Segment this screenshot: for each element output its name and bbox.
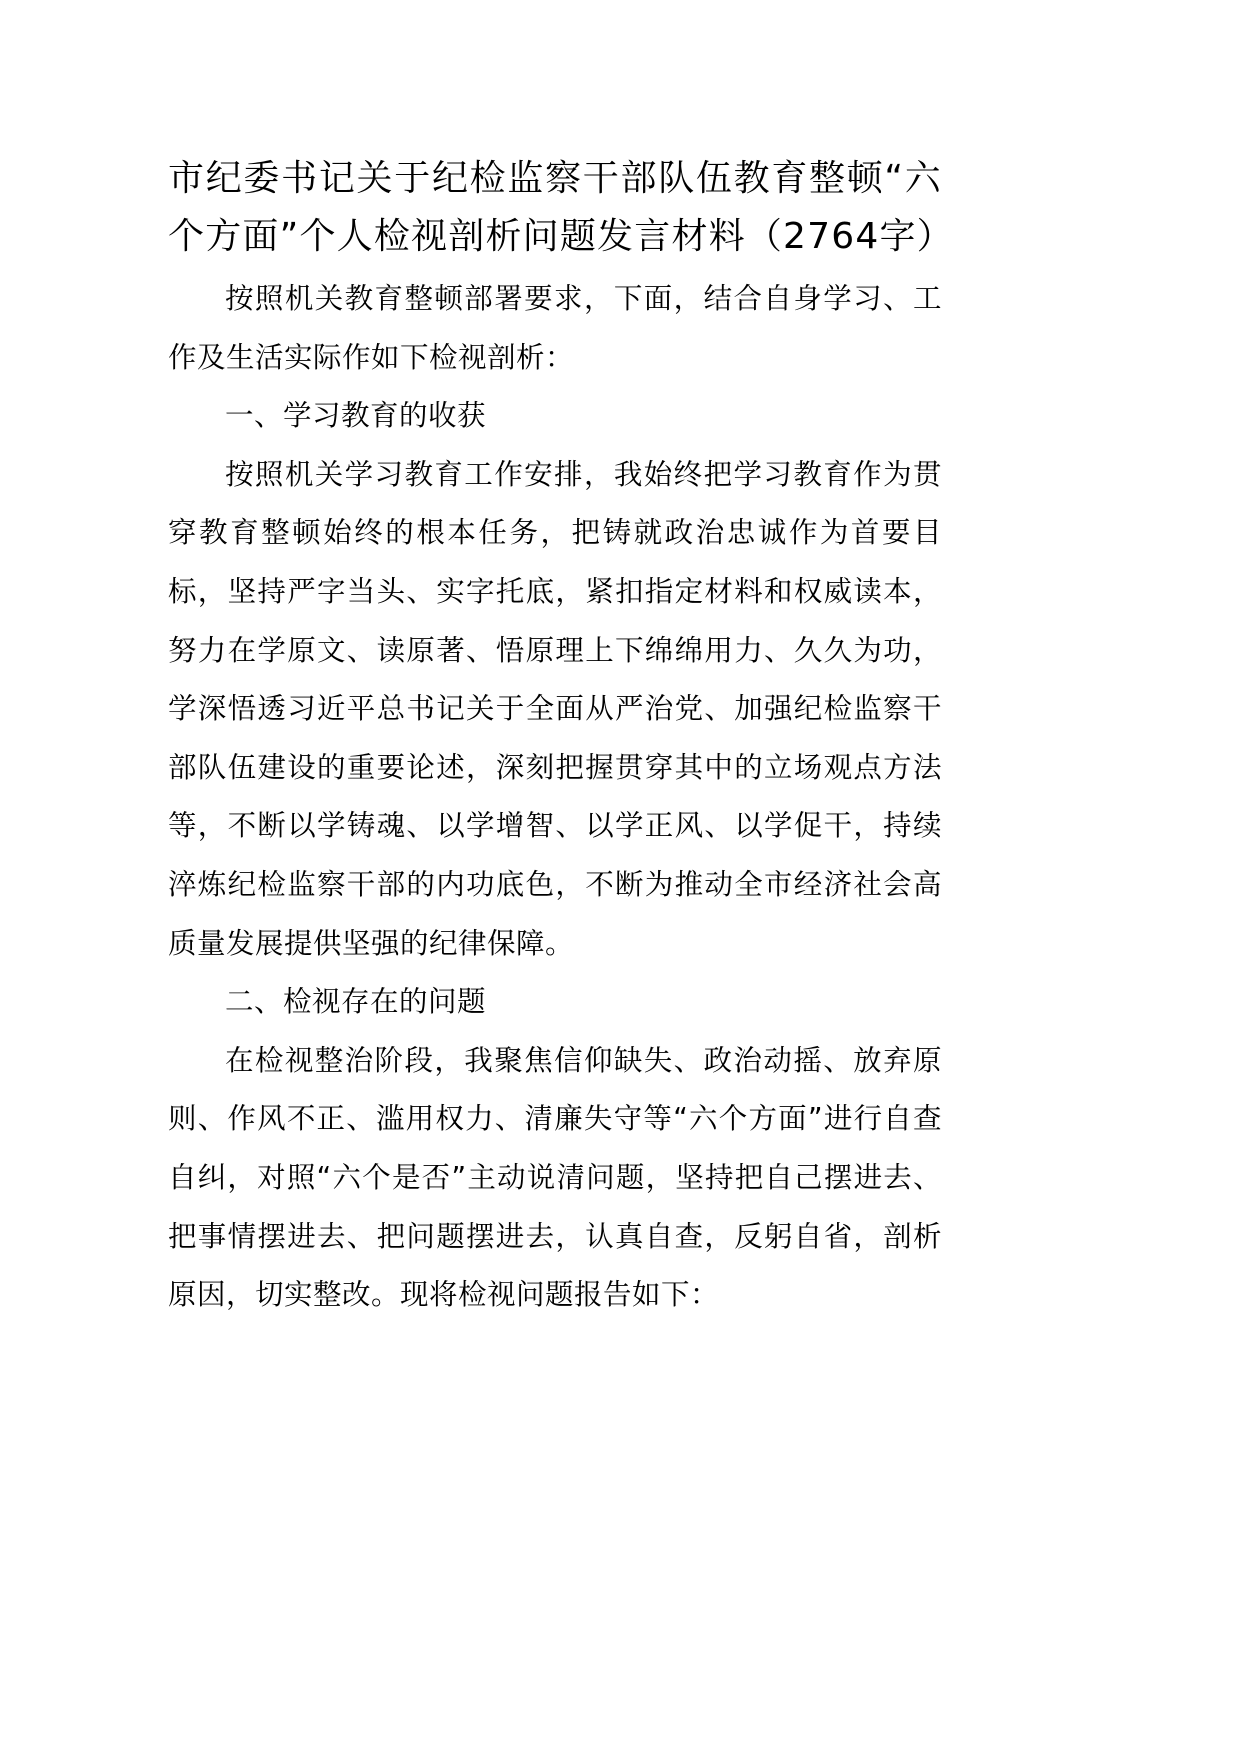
section-heading: 一、学习教育的收获 xyxy=(225,399,487,433)
section-existing-problems xyxy=(168,973,942,1325)
section-heading: 二、检视存在的问题 xyxy=(225,985,487,1019)
intro-paragraph: 按照机关教育整顿部署要求，下面，结合自身学习、工作及生活实际作如下检视剖析： xyxy=(168,282,942,374)
body-paragraph: 按照机关学习教育工作安排，我始终把学习教育作为贯穿教育整顿始终的根本任务，把铸就政治忠诚作为首要目标，坚持严字当头、实字托底，紧扣指定材料和权威读本，努力在学原文、读原著、悟原理上下绵绵用力、久久为功，学深悟透习近平总书记关于全面从严治党、加强纪检监察干部队伍建设的重要论述，深刻把握贯穿其中的立场观点方法等，不断以学铸魂、以学增智、以学正风、以学促干，持续淬炼纪检监察干部的内功底色，不断为推动全市经济社会高质量发展提供坚强的纪律保障。 xyxy=(168,457,942,960)
body-paragraph: 在检视整治阶段，我聚焦信仰缺失、政治动摇、放弃原则、作风不正、滥用权力、清廉失守等“六个方面”进行自查自纠，对照“六个是否”主动说清问题，坚持把自己摆进去、把事情摆进去、把问题摆进去，认真自查，反躬自省，剖析原因，切实整改。现将检视问题报告如下： xyxy=(168,1043,942,1312)
document-title: 市纪委书记关于纪检监察干部队伍教育整顿“六个方面”个人检视剖析问题发言材料（2764字） xyxy=(168,158,954,257)
section-learning-gains xyxy=(168,387,942,973)
document-page xyxy=(168,150,954,1325)
